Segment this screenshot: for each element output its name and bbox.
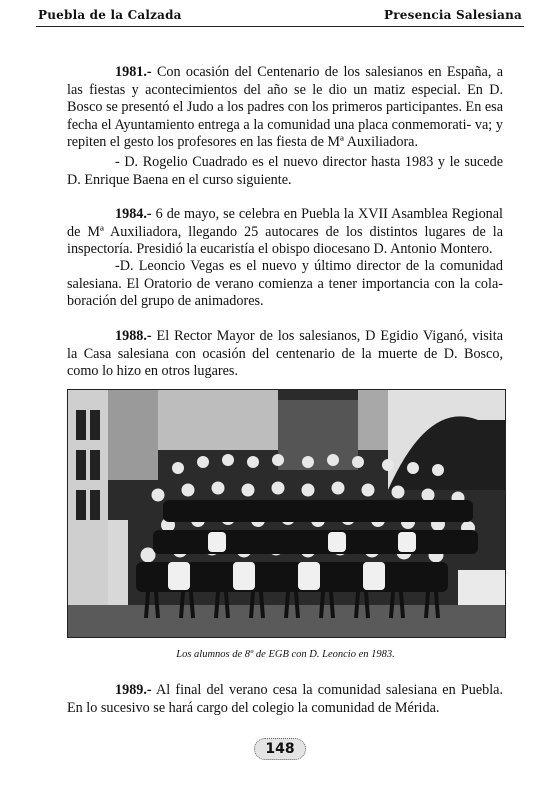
paragraph-1984-text: 6 de mayo, se celebra en Puebla la XVII Asamblea Regional de Mª Auxiliadora, llegando 25 autocares de los distintos lugares de la inspectoría. Presidió la eucaristía el obispo diocesano D. Antonio Montero. [67,206,503,258]
paragraph-1989-text: Al final del verano cesa la comunidad salesiana en Puebla. En lo sucesivo se hará cargo del colegio la comunidad de Mérida. [67,682,503,716]
paragraph-1988-text: El Rector Mayor de los salesianos, D Egidio Viganó, visita la Casa salesiana con ocasión del centenario de la muerte de D. Bosco, como lo hizo en otros lugares. [67,328,503,380]
year-1984: 1984.- [115,206,152,222]
group-photo [67,389,506,638]
page-number-badge: 148 [254,738,305,760]
paragraph-directors-1983 [67,154,503,189]
header-rule [36,26,524,27]
paragraph-1988 [67,328,503,381]
paragraph-directors-1983-text: - D. Rogelio Cuadrado es el nuevo director hasta 1983 y le sucede D. Enrique Baena en el curso siguiente. [67,154,503,188]
paragraph-1989 [67,682,503,717]
paragraph-1981-text: Con ocasión del Centenario de los salesianos en España, a las fiestas y acontecimientos del año se le dio un matiz especial. En D. Bosco se presentó el Judo a los padres con los primeros participantes. En esa fecha el Ayuntamiento entrega a la comunidad una placa conmemorati- va; y repiten el gesto los profesores en las fiesta de Mª Auxiliadora. [67,64,503,151]
paragraph-leoncio [67,258,503,311]
photo-caption: Los alumnos de 8º de EGB con D. Leoncio en 1983. [176,649,395,660]
paragraph-1981 [67,64,503,152]
paragraph-leoncio-text: -D. Leoncio Vegas es el nuevo y último director de la comunidad salesiana. El Oratorio de verano comienza a tener importancia con la cola- boración del grupo de animadores. [67,258,503,310]
running-header-right: Presencia Salesiana [384,8,522,22]
year-1988: 1988.- [115,328,152,344]
year-1981: 1981.- [115,64,152,80]
page-number [0,738,560,760]
paragraph-1984 [67,206,503,259]
year-1989: 1989.- [115,682,152,698]
group-photo-illustration [68,390,505,637]
running-header-left: Puebla de la Calzada [38,8,182,22]
